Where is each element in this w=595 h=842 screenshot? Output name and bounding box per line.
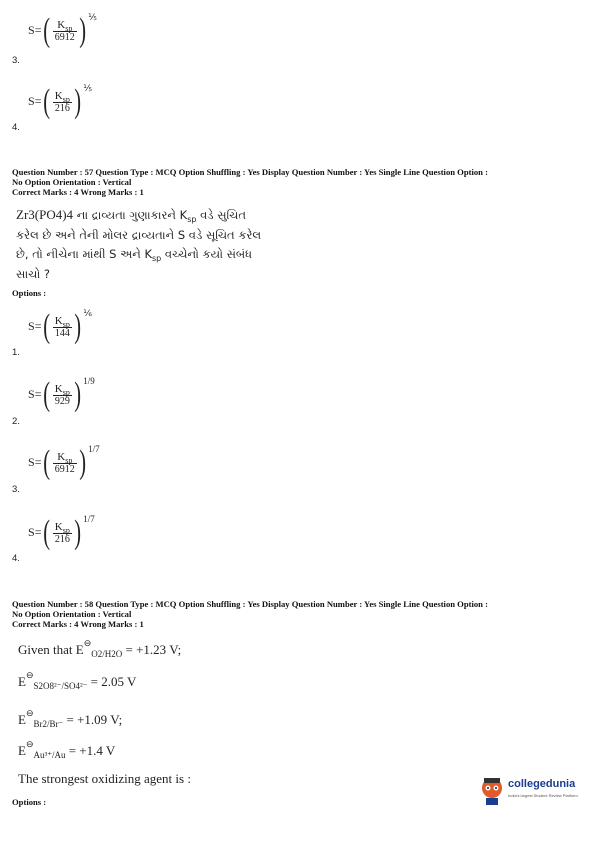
q57-option-3-number: 3. [12, 484, 20, 495]
q58-header-line2: No Option Orientation : Vertical [12, 609, 132, 619]
q57-header [12, 167, 592, 197]
collegedunia-brand: collegedunia [508, 778, 576, 790]
q57-header-line1: Question Number : 57 Question Type : MCQ Option Shuffling : Yes Display Question Number : Yes Single Line Question Option : [12, 167, 488, 177]
q58-given-line3: $E^⊖_{Br2/Br^-} = +1.09$ V; [18, 708, 123, 729]
prev-option-3-formula: S=( $\frac{K_{sp}}{6912}$ ) $^{\frac{1}{5}}$ [28, 11, 97, 49]
q57-line2: કરેલ છે અને તેની મોલર દ્રાવ્યતાને S વડે સૂચિત કરેલ [16, 228, 262, 242]
q57-option-2-formula[interactable]: S=( $\frac{K_{sp}}{929}$ ) $^{1/9}$ [28, 375, 95, 413]
mascot-icon [478, 776, 506, 806]
q58-given-line4: $E^⊖_{Au^{3+}/Au} = +1.4$ V [18, 739, 116, 760]
q58-given-line1: Given that $E^⊖_{O2/H2O} = +1.23$ V; [18, 638, 182, 659]
q58-given-line2: $E^⊖_{S2O8^{2-}/SO4^{2-}} = 2.05$ V [18, 670, 137, 691]
prev-option-4-formula: S=( $\frac{K_{sp}}{216}$ ) $^{\frac{1}{5}}$ [28, 82, 92, 120]
q58-options-label: Options : [12, 797, 47, 807]
q57-option-1-number: 1. [12, 347, 20, 358]
q58-header-line1: Question Number : 58 Question Type : MCQ Option Shuffling : Yes Display Question Number : Yes Single Line Question Option : [12, 599, 488, 609]
collegedunia-watermark [478, 774, 590, 808]
q57-option-3-formula[interactable]: S=( $\frac{K_{sp}}{6912}$ ) $^{1/7}$ [28, 443, 100, 481]
q57-header-line2: No Option Orientation : Vertical [12, 177, 132, 187]
q57-question-text [16, 205, 276, 284]
q57-option-1-formula[interactable]: S=( $\frac{K_{sp}}{144}$ ) $^{\frac{1}{6}}$ [28, 307, 92, 345]
q57-line3: છે, તો નીચેના માંથી S અને $K_{sp}$ વચ્ચેનો કયો સંબંધ [16, 247, 253, 263]
prev-option-4-number: 4. [12, 122, 20, 133]
collegedunia-tagline: India's largest Student Review Platform [508, 793, 578, 798]
q57-option-4-number: 4. [12, 553, 20, 564]
q58-question: The strongest oxidizing agent is : [18, 771, 191, 786]
q57-line1: Zr3(PO4)4 ના દ્રાવ્યતા ગુણાકારને $K_{sp}$ વડે સુચિત [16, 207, 246, 224]
q57-option-2-number: 2. [12, 416, 20, 427]
q57-options-label: Options : [12, 288, 47, 298]
prev-option-3-number: 3. [12, 55, 20, 66]
q58-marks: Correct Marks : 4 Wrong Marks : 1 [12, 619, 144, 629]
q57-option-4-formula[interactable]: S=( $\frac{K_{sp}}{216}$ ) $^{1/7}$ [28, 513, 95, 551]
q58-header [12, 599, 592, 629]
q57-marks: Correct Marks : 4 Wrong Marks : 1 [12, 187, 144, 197]
q57-line4: સાચો ? [16, 267, 50, 281]
